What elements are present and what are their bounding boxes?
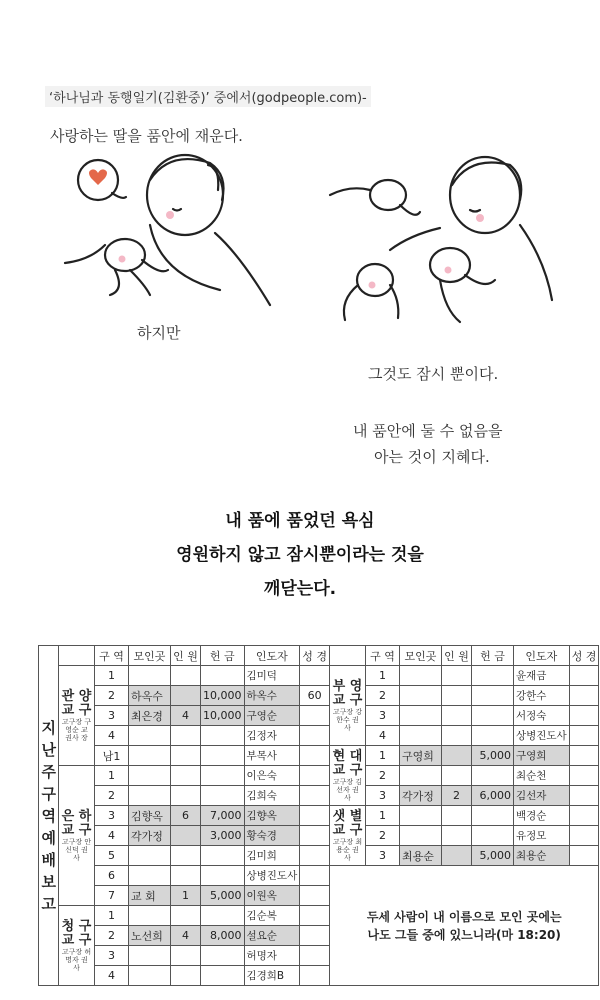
row-bible — [300, 866, 330, 886]
group-name1: 현 대 — [332, 748, 363, 764]
source-caption: ‘하나님과 동행일기(김환중)’ 중에서(godpeople.com)- — [45, 86, 371, 107]
row-bible — [300, 706, 330, 726]
row-place — [129, 666, 171, 686]
group-name2: 교 구 — [61, 822, 92, 838]
table-row — [39, 746, 599, 766]
row-bible — [300, 766, 330, 786]
row-no: 4 — [95, 966, 129, 986]
row-offering: 5,000 — [471, 846, 513, 866]
row-count: 2 — [441, 786, 471, 806]
row-leader: 하옥수 — [244, 686, 300, 706]
row-bible — [569, 766, 599, 786]
row-place — [129, 726, 171, 746]
vertical-title: 지난주 구역예배보고 — [41, 718, 56, 913]
group-name2: 교 구 — [332, 692, 363, 708]
row-offering: 3,000 — [201, 826, 245, 846]
header-blank — [59, 646, 95, 666]
table-row — [39, 866, 599, 886]
row-offering — [201, 766, 245, 786]
row-bible — [300, 726, 330, 746]
row-no: 2 — [365, 766, 399, 786]
row-no: 1 — [95, 766, 129, 786]
row-count — [171, 766, 201, 786]
header-left-0: 구 역 — [95, 646, 129, 666]
row-leader: 허명자 — [244, 946, 300, 966]
row-count — [171, 726, 201, 746]
row-offering: 5,000 — [471, 746, 513, 766]
row-offering: 7,000 — [201, 806, 245, 826]
row-offering: 5,000 — [201, 886, 245, 906]
row-count — [171, 906, 201, 926]
row-place — [129, 866, 171, 886]
row-leader: 강한수 — [513, 686, 569, 706]
row-bible — [569, 686, 599, 706]
row-bible — [569, 786, 599, 806]
row-bible — [300, 926, 330, 946]
cartoon-father-daughter-sleeping — [50, 145, 280, 310]
row-bible — [300, 906, 330, 926]
right-group-label — [329, 806, 365, 866]
header-left-4: 인도자 — [244, 646, 300, 666]
caption-line5: 아는 것이 지혜다. — [374, 448, 490, 466]
row-place — [399, 686, 441, 706]
row-offering — [201, 866, 245, 886]
verse-line2: 나도 그들 중에 있느니라(마 18:20) — [367, 927, 561, 942]
row-count — [171, 686, 201, 706]
group-name1: 청 구 — [61, 918, 92, 934]
row-no: 3 — [95, 706, 129, 726]
caption-line3: 그것도 잠시 뿐이다. — [368, 365, 499, 383]
group-name1: 샛 별 — [332, 808, 363, 824]
row-count: 4 — [171, 926, 201, 946]
table-row — [39, 706, 599, 726]
row-offering — [471, 706, 513, 726]
row-count — [441, 686, 471, 706]
caption-line2: 하지만 — [137, 324, 181, 342]
row-bible — [569, 726, 599, 746]
row-offering: 10,000 — [201, 686, 245, 706]
row-leader: 최용순 — [513, 846, 569, 866]
row-no: 1 — [365, 666, 399, 686]
row-no: 6 — [95, 866, 129, 886]
row-no: 5 — [95, 846, 129, 866]
row-place — [129, 786, 171, 806]
row-bible — [300, 746, 330, 766]
row-place — [129, 966, 171, 986]
row-place — [399, 726, 441, 746]
group-sub: 고구장 안신덕 권 사 — [61, 837, 92, 862]
left-group-label — [59, 766, 95, 906]
table-row — [39, 846, 599, 866]
header-left-2: 인 원 — [171, 646, 201, 666]
message-line3: 깨닫는다. — [263, 579, 337, 599]
row-count — [441, 826, 471, 846]
caption-line4: 내 품안에 둘 수 없음을 — [353, 422, 503, 440]
row-count — [171, 786, 201, 806]
row-bible — [569, 846, 599, 866]
row-place: 김향옥 — [129, 806, 171, 826]
group-sub: 고구장 허명자 권 사 — [61, 947, 92, 972]
verse-line1: 두세 사람이 내 이름으로 모인 곳에는 — [366, 909, 562, 924]
table-row — [39, 726, 599, 746]
row-no: 4 — [95, 826, 129, 846]
row-bible — [300, 846, 330, 866]
row-leader: 김미희 — [244, 846, 300, 866]
row-no: 7 — [95, 886, 129, 906]
row-leader: 서정숙 — [513, 706, 569, 726]
row-bible — [569, 826, 599, 846]
row-offering: 10,000 — [201, 706, 245, 726]
bible-verse — [329, 866, 598, 986]
row-offering — [471, 766, 513, 786]
header-left-1: 모인곳 — [129, 646, 171, 666]
row-leader: 상병진도사 — [513, 726, 569, 746]
row-no: 2 — [95, 686, 129, 706]
row-offering — [201, 966, 245, 986]
header-right-2: 인 원 — [441, 646, 471, 666]
row-place: 각가정 — [399, 786, 441, 806]
row-leader: 구영희 — [513, 746, 569, 766]
row-no: 2 — [95, 786, 129, 806]
row-no: 2 — [365, 686, 399, 706]
cartoon-father-kids-awake — [320, 150, 560, 340]
header-left-3: 헌 금 — [201, 646, 245, 666]
row-offering — [471, 686, 513, 706]
row-leader: 김순복 — [244, 906, 300, 926]
row-offering — [471, 726, 513, 746]
header-blank-right — [329, 646, 365, 666]
header-right-4: 인도자 — [513, 646, 569, 666]
header-left-5: 성 경 — [300, 646, 330, 666]
row-offering — [471, 826, 513, 846]
worship-report-table — [38, 645, 599, 986]
row-leader: 김희숙 — [244, 786, 300, 806]
row-count — [441, 806, 471, 826]
group-name2: 교 구 — [61, 932, 92, 948]
row-bible — [569, 666, 599, 686]
row-count — [171, 946, 201, 966]
row-offering — [201, 846, 245, 866]
row-offering — [201, 666, 245, 686]
row-leader: 상병진도사 — [244, 866, 300, 886]
row-leader: 윤재금 — [513, 666, 569, 686]
row-leader: 김경희B — [244, 966, 300, 986]
row-leader: 백경순 — [513, 806, 569, 826]
row-place: 최용순 — [399, 846, 441, 866]
row-count — [171, 746, 201, 766]
row-place: 하옥수 — [129, 686, 171, 706]
caption-line1: 사랑하는 딸을 품안에 재운다. — [50, 127, 243, 145]
row-place — [399, 826, 441, 846]
right-group-label — [329, 666, 365, 746]
row-leader: 김정자 — [244, 726, 300, 746]
row-offering — [471, 666, 513, 686]
row-count — [441, 706, 471, 726]
row-count — [171, 826, 201, 846]
group-name2: 교 구 — [332, 762, 363, 778]
row-place: 최은경 — [129, 706, 171, 726]
row-place — [129, 846, 171, 866]
row-no: 1 — [95, 906, 129, 926]
table-row — [39, 826, 599, 846]
row-bible — [300, 886, 330, 906]
group-name2: 교 구 — [332, 822, 363, 838]
row-leader: 김미덕 — [244, 666, 300, 686]
row-place — [399, 806, 441, 826]
row-bible — [569, 746, 599, 766]
header-right-3: 헌 금 — [471, 646, 513, 666]
row-bible — [300, 806, 330, 826]
row-no: 3 — [95, 946, 129, 966]
row-leader: 이은숙 — [244, 766, 300, 786]
right-group-label — [329, 746, 365, 806]
table-row — [39, 766, 599, 786]
header-right-1: 모인곳 — [399, 646, 441, 666]
group-sub: 고구장 구영순 교 권사 장 — [61, 717, 92, 742]
row-no: 1 — [365, 746, 399, 766]
vertical-title-cell — [39, 646, 59, 986]
row-bible — [569, 706, 599, 726]
row-count — [441, 766, 471, 786]
row-no: 4 — [95, 726, 129, 746]
row-offering — [201, 746, 245, 766]
row-bible — [300, 946, 330, 966]
row-leader: 부목사 — [244, 746, 300, 766]
row-count: 6 — [171, 806, 201, 826]
group-sub: 고구장 김선자 권 사 — [332, 777, 363, 802]
row-bible — [569, 806, 599, 826]
row-no: 남1 — [95, 746, 129, 766]
row-leader: 김선자 — [513, 786, 569, 806]
group-sub: 고구장 최용순 권 사 — [332, 837, 363, 862]
table-row — [39, 806, 599, 826]
row-place: 구영희 — [399, 746, 441, 766]
row-no: 3 — [365, 846, 399, 866]
row-offering: 6,000 — [471, 786, 513, 806]
row-place: 교 회 — [129, 886, 171, 906]
table-row — [39, 666, 599, 686]
row-count — [441, 846, 471, 866]
row-place: 각가정 — [129, 826, 171, 846]
row-bible — [300, 826, 330, 846]
row-place — [129, 766, 171, 786]
row-offering — [471, 806, 513, 826]
row-count — [171, 666, 201, 686]
row-no: 3 — [365, 786, 399, 806]
row-bible: 60 — [300, 686, 330, 706]
row-leader: 구영순 — [244, 706, 300, 726]
message-line1: 내 품에 품었던 욕심 — [225, 511, 375, 531]
header-right-5: 성 경 — [569, 646, 599, 666]
row-leader: 김향옥 — [244, 806, 300, 826]
row-place — [399, 766, 441, 786]
row-no: 3 — [95, 806, 129, 826]
row-offering — [201, 726, 245, 746]
row-no: 4 — [365, 726, 399, 746]
row-offering — [201, 906, 245, 926]
row-no: 2 — [95, 926, 129, 946]
row-no: 1 — [95, 666, 129, 686]
group-name1: 은 하 — [61, 808, 92, 824]
row-leader: 설요순 — [244, 926, 300, 946]
row-count — [441, 746, 471, 766]
group-name1: 부 영 — [332, 678, 363, 694]
row-place — [129, 746, 171, 766]
row-place — [399, 666, 441, 686]
row-count: 1 — [171, 886, 201, 906]
left-group-label — [59, 666, 95, 766]
row-place: 노선희 — [129, 926, 171, 946]
row-no: 2 — [365, 826, 399, 846]
message-line2: 영원하지 않고 잠시뿐이라는 것을 — [176, 545, 424, 565]
table-row — [39, 786, 599, 806]
row-leader: 유정모 — [513, 826, 569, 846]
row-count — [171, 966, 201, 986]
group-sub: 고구장 강한수 권 사 — [332, 707, 363, 732]
row-no: 1 — [365, 806, 399, 826]
row-offering — [201, 786, 245, 806]
row-count — [441, 666, 471, 686]
row-no: 3 — [365, 706, 399, 726]
left-group-label — [59, 906, 95, 986]
row-count — [441, 726, 471, 746]
row-count — [171, 866, 201, 886]
row-bible — [300, 666, 330, 686]
row-leader: 최순천 — [513, 766, 569, 786]
row-leader: 황숙경 — [244, 826, 300, 846]
row-count — [171, 846, 201, 866]
header-right-0: 구 역 — [365, 646, 399, 666]
row-offering: 8,000 — [201, 926, 245, 946]
row-leader: 이원옥 — [244, 886, 300, 906]
row-place — [399, 706, 441, 726]
row-bible — [300, 966, 330, 986]
group-name1: 관 양 — [61, 688, 92, 704]
row-bible — [300, 786, 330, 806]
table-row — [39, 686, 599, 706]
row-offering — [201, 946, 245, 966]
row-place — [129, 946, 171, 966]
row-count: 4 — [171, 706, 201, 726]
group-name2: 교 구 — [61, 702, 92, 718]
row-place — [129, 906, 171, 926]
